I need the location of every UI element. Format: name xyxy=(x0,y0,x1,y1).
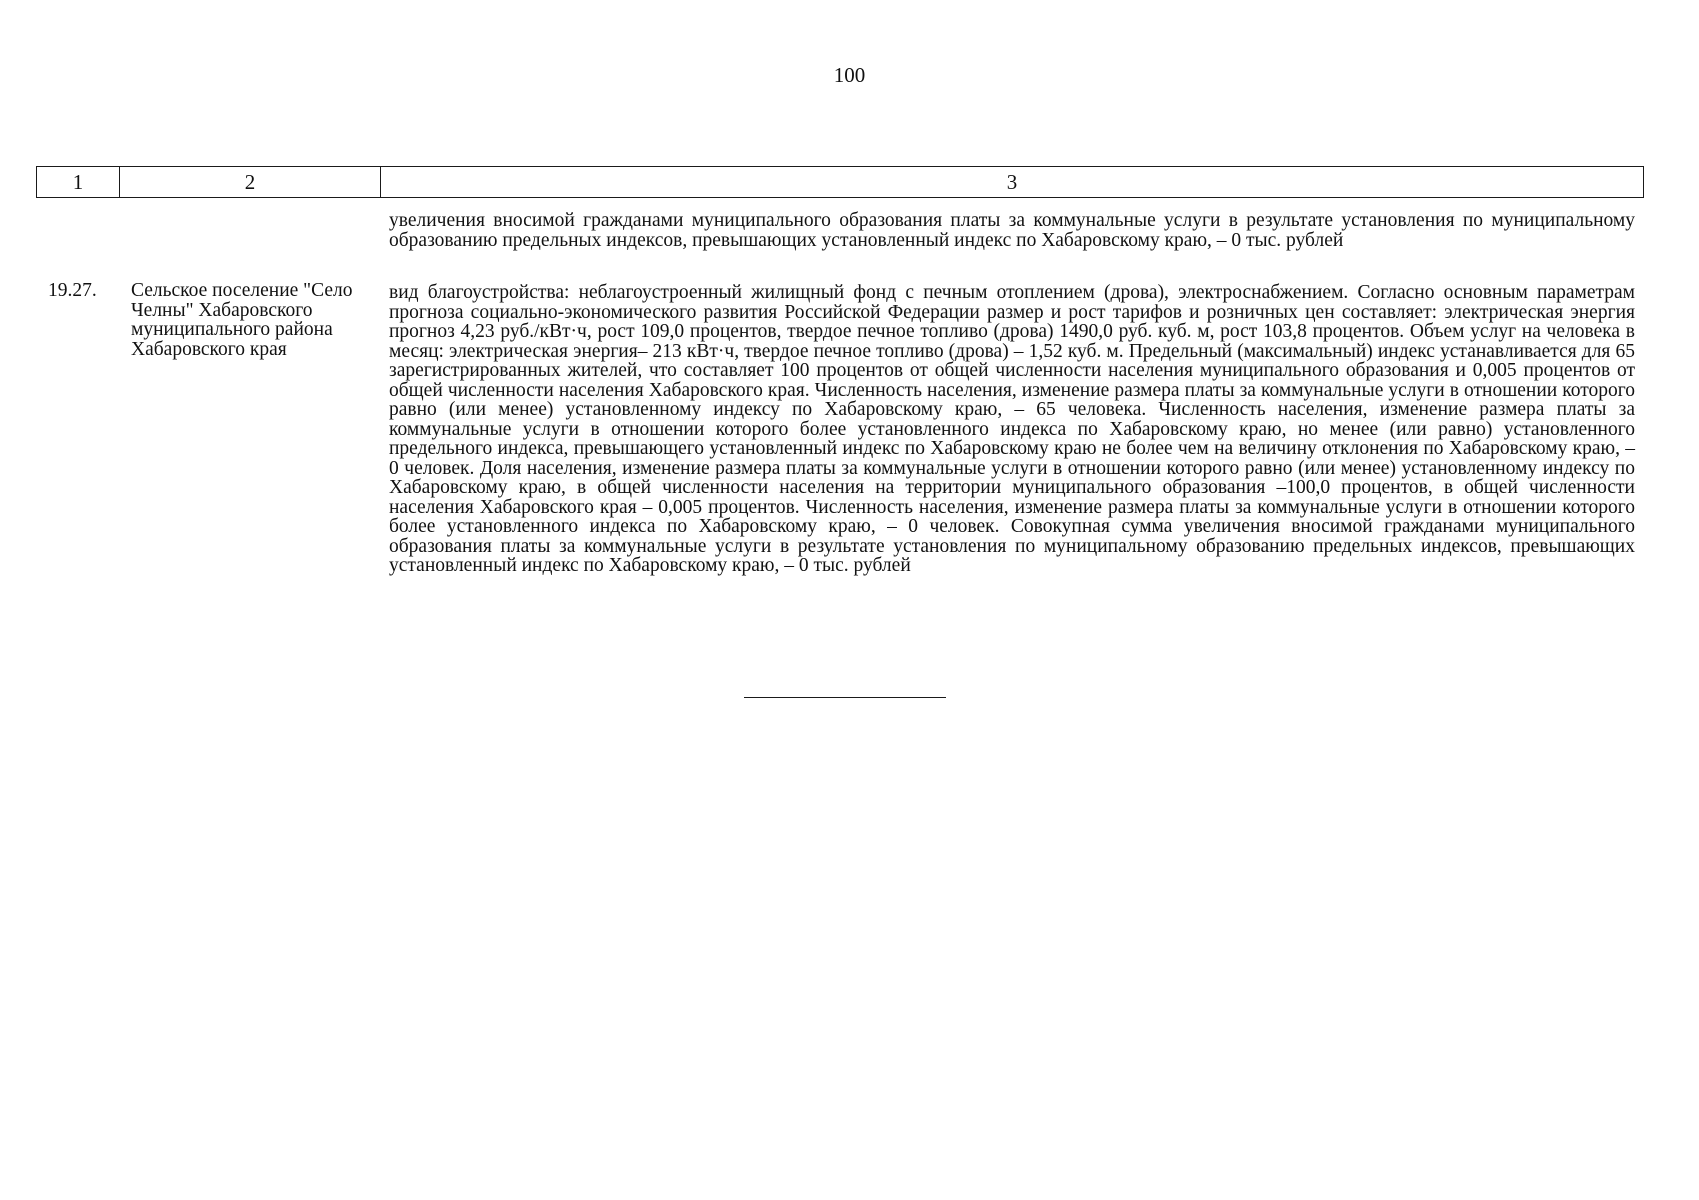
column-header-2: 2 xyxy=(120,167,381,197)
end-divider xyxy=(744,697,946,698)
column-header-1: 1 xyxy=(37,167,120,197)
continuation-text: увеличения вносимой гражданами муниципального образования платы за коммунальные услуги в результате установления по муниципальному образованию предельных индексов, превышающих установленный индекс по Хабаровскому краю, – 0 тыс. рублей xyxy=(389,210,1635,251)
row-description: вид благоустройства: неблагоустроенный жилищный фонд с печным отоплением (дрова), электроснабжением. Согласно основным параметрам прогноза социально-экономического развития Российской Федерации размер и рост тарифов и розничных цен составляет: электрическая энергия прогноз 4,23 руб./кВт·ч, рост 109,0 процентов, твердое печное топливо (дрова) 1490,0 руб. куб. м, рост 103,8 процентов. Объем услуг на человека в месяц: электрическая энергия– 213 кВт·ч, твердое печное топливо (дрова) – 1,52 куб. м. Предельный (максимальный) индекс устанавливается для 65 зарегистрированных жителей, что составляет 100 процентов от общей численности населения муниципального образования и 0,005 процентов от общей численности населения Хабаровского края. Численность населения, изменение размера платы за коммунальные услуги в отношении которого равно (или менее) установленному индексу по Хабаровскому краю, – 65 человека. Численность населения, изменение размера платы за коммунальные услуги в отношении которого более установленного индекса по Хабаровскому краю, но менее (или равно) установленного предельного индекса, превышающего установленный индекс по Хабаровскому краю не более чем на величину отклонения по Хабаровскому краю, – 0 человек. Доля населения, изменение размера платы за коммунальные услуги в отношении которого равно (или менее) установленному индексу по Хабаровскому краю, в общей численности населения на территории муниципального образования –100,0 процентов, в общей численности населения Хабаровского края – 0,005 процентов. Численность населения, изменение размера платы за коммунальные услуги в отношении которого более установленного индекса по Хабаровскому краю, – 0 человек. Совокупная сумма увеличения вносимой гражданами муниципального образования платы за коммунальные услуги в результате установления по муниципальному образованию предельных индексов, превышающих установленный индекс по Хабаровскому краю, – 0 тыс. рублей xyxy=(389,282,1635,576)
row-number: 19.27. xyxy=(48,280,97,301)
municipality-name: Сельское поселение "Село Челны" Хабаровского муниципального района Хабаровского края xyxy=(131,280,353,360)
page-number: 100 xyxy=(833,63,866,87)
table-header-row xyxy=(36,166,1644,198)
column-header-3: 3 xyxy=(1006,169,1018,194)
